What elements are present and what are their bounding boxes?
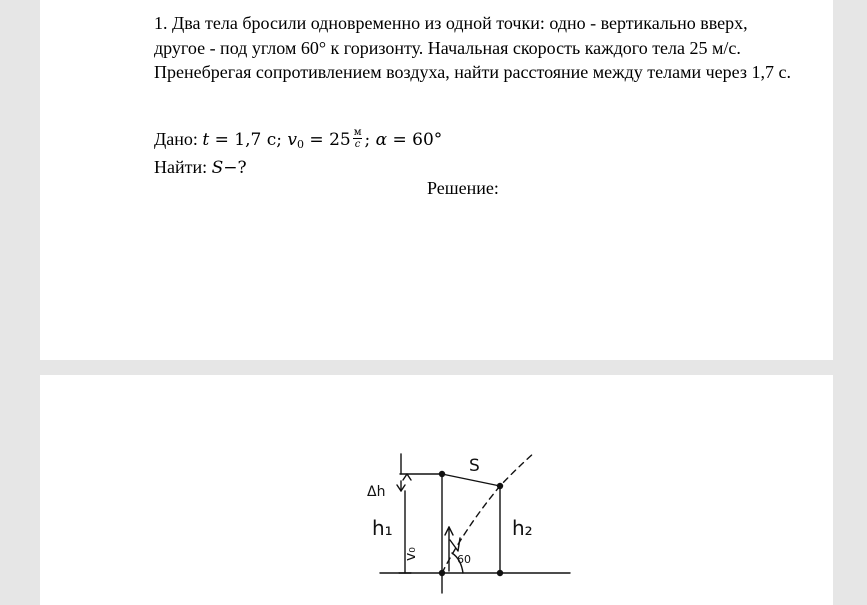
- angle-variable: α: [375, 130, 388, 150]
- problem-statement: 1. Два тела бросили одновременно из одной точки: одно - вертикально вверх, другое - под углом 60° к горизонту. Начальная скорость каждого тела 25 м/с. Пренебрегая сопротивлением воздуха, найти расстояние между телами через 1,7 с.: [154, 13, 791, 82]
- velocity-value: = 25: [309, 130, 351, 150]
- find-expression: [212, 158, 247, 178]
- angled-body-point: [497, 483, 503, 489]
- launch-point: [439, 570, 445, 576]
- velocity-unit-numerator: м: [353, 127, 362, 138]
- h2-label: h₂: [512, 516, 533, 540]
- given-time: [202, 130, 287, 150]
- h1-label: h₁: [372, 516, 393, 540]
- find-label: Найти:: [154, 157, 208, 177]
- initial-velocity-label: v₀: [403, 547, 419, 561]
- distance-label: S: [469, 456, 480, 476]
- second-ground-point: [497, 570, 503, 576]
- trajectory-diagram: [40, 375, 833, 605]
- vertical-body-point: [439, 471, 445, 477]
- time-value: = 1,7 с;: [214, 130, 282, 150]
- given-separator: ;: [364, 130, 371, 150]
- find-suffix: −?: [223, 158, 247, 178]
- velocity-unit-denominator: c: [354, 139, 361, 150]
- given-line: [154, 127, 442, 157]
- velocity-variable: v: [287, 130, 298, 150]
- angle-value: = 60°: [392, 130, 443, 150]
- velocity-subscript: 0: [297, 138, 305, 151]
- solution-title: Решение:: [427, 178, 499, 198]
- find-variable: S: [211, 158, 224, 178]
- delta-h-label: Δh: [367, 484, 386, 500]
- angle-label: 60: [457, 553, 471, 566]
- time-variable: t: [202, 130, 210, 150]
- given-label: Дано:: [154, 129, 198, 149]
- given-velocity: [287, 127, 443, 151]
- parabolic-trajectory: [442, 452, 535, 573]
- velocity-unit-fraction: [353, 127, 363, 150]
- h1-up-arrow: [403, 474, 411, 480]
- document-page-2: [40, 375, 833, 605]
- document-page-1: [40, 0, 833, 360]
- find-line: [154, 155, 247, 180]
